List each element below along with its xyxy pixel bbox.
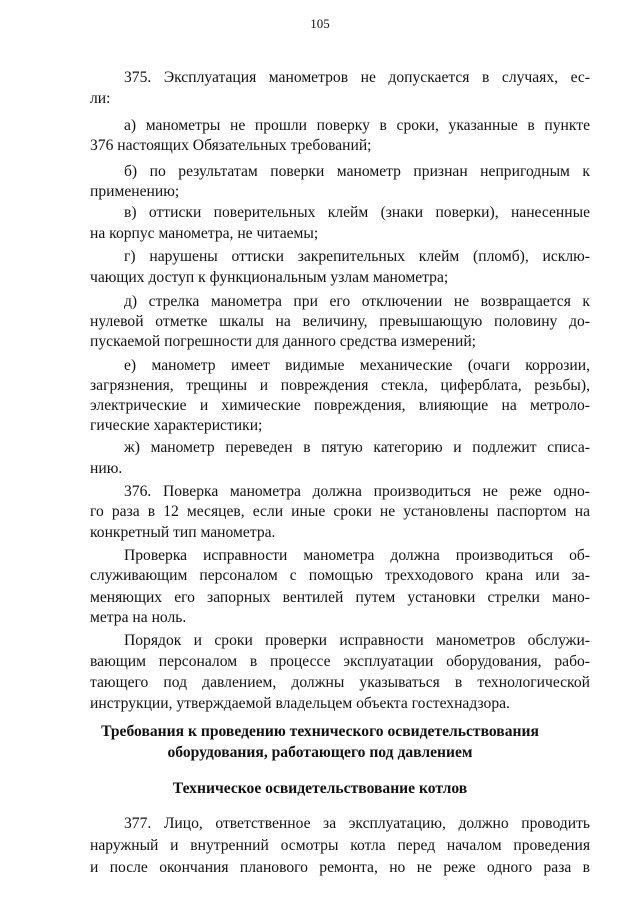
text-line: вающим персоналом в процессе эксплуатации оборудования, рабо- (90, 653, 590, 670)
text-line: инструкции, утверждаемой владельцем объекта гостехнадзора. (90, 695, 510, 712)
text-line: д) стрелка манометра при его отключении не возвращается к (124, 293, 590, 310)
text-line: наружный и внутренний осмотры котла перед началом проведения (90, 837, 590, 854)
page-number: 105 (310, 16, 330, 31)
text-line: Порядок и сроки проверки исправности манометров обслужи- (124, 632, 590, 649)
text-line: нулевой отметке шкалы на величину, превышающую половину до- (90, 313, 590, 330)
text-line: тающего под давлением, должны указываться в технологической (90, 674, 590, 691)
text-line: чающих доступ к функциональным узлам манометра; (90, 269, 449, 286)
text-line: электрические и химические повреждения, влияющие на метроло- (90, 397, 590, 414)
text-line: ли: (90, 90, 111, 107)
text-line: Проверка исправности манометра должна производиться об- (124, 547, 590, 564)
text-line: нию. (90, 460, 123, 477)
text-line: применению; (90, 183, 180, 200)
text-line: загрязнения, трещины и повреждения стекла, циферблата, резьбы), (90, 377, 590, 394)
text-line: в) оттиски поверительных клейм (знаки поверки), нанесенные (124, 204, 590, 221)
text-line: 377. Лицо, ответственное за эксплуатацию, должно проводить (124, 815, 590, 832)
text-line: ж) манометр переведен в пятую категорию и подлежит списа- (124, 439, 590, 456)
text-line: на корпус манометра, не читаемы; (90, 225, 319, 242)
text-line: 376. Поверка манометра должна производиться не реже одно- (124, 483, 590, 500)
text-line: и после окончания планового ремонта, но не реже одного раза в (90, 859, 590, 876)
text-line: конкретный тип манометра. (90, 524, 276, 541)
text-line: а) манометры не прошли поверку в сроки, указанные в пункте (124, 117, 590, 134)
text-line: го раза в 12 месяцев, если иные сроки не установлены паспортом на (90, 503, 590, 520)
text-line: 375. Эксплуатация манометров не допускается в случаях, ес- (124, 69, 590, 86)
text-line: пускаемой погрешности для данного средства измерений; (90, 333, 476, 350)
section-heading: оборудования, работающего под давлением (167, 744, 473, 761)
text-line: е) манометр имеет видимые механические (очаги коррозии, (124, 357, 590, 374)
text-line: г) нарушены оттиски закрепительных клейм (пломб), исклю- (124, 248, 590, 265)
text-line: метра на ноль. (90, 609, 187, 626)
text-line: меняющих его запорных вентилей путем установки стрелки мано- (90, 589, 590, 606)
text-line: служивающим персоналом с помощью трехходового крана или за- (90, 567, 590, 584)
subsection-heading: Техническое освидетельствование котлов (172, 780, 468, 797)
text-line: б) по результатам поверки манометр признан непригодным к (124, 163, 590, 180)
text-line: 376 настоящих Обязательных требований; (90, 137, 372, 154)
text-line: гические характеристики; (90, 417, 263, 434)
section-heading: Требования к проведению технического освидетельствования (101, 723, 539, 740)
